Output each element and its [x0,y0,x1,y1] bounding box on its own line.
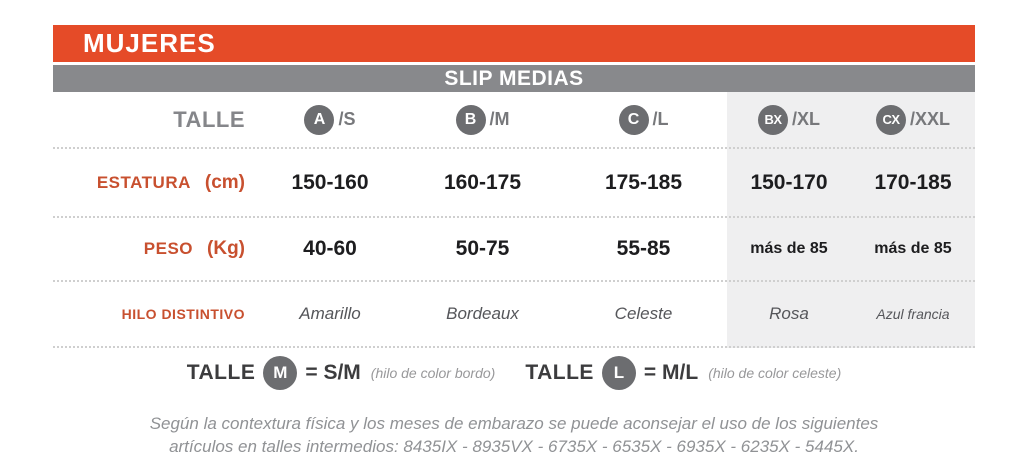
size-bx-suffix: /XL [791,109,820,129]
legend-m-note: (hilo de color bordo) [370,365,496,381]
size-c-suffix: /L [652,109,669,129]
size-a-circle-icon: A [304,105,334,135]
product-banner [53,65,975,92]
size-b-suffix: /M [489,109,510,129]
size-header-a [255,105,405,135]
size-header-b [405,105,560,135]
hilo-value-cx: Azul francia [876,306,950,322]
estatura-value-a: 150-160 [291,170,369,194]
legend-talle-l [525,356,841,390]
legend-l-equivalence: = M/L [643,361,699,384]
table-row-hilo [53,280,975,348]
footnote [53,412,975,458]
size-legend [53,348,975,398]
footnote-line-2: artículos en talles intermedios: 8435IX - 8935VX - 6735X - 6535X - 6935X - 6235X - 5445X. [169,437,859,456]
hilo-value-a: Amarillo [299,304,361,323]
hilo-value-c: Celeste [614,304,673,323]
size-cx-suffix: /XXL [909,109,950,129]
size-cx-circle-icon: CX [876,105,906,135]
peso-value-b: 50-75 [455,237,510,260]
women-banner [53,25,975,62]
peso-label-cell [53,238,255,260]
product-banner-title: SLIP MEDIAS [444,66,584,90]
size-header-bx [727,105,851,135]
corner-label: TALLE [173,106,245,132]
peso-value-cx: más de 85 [874,240,952,257]
legend-l-talle-label: TALLE [525,361,594,384]
hilo-label: HILO DISTINTIVO [121,306,245,322]
peso-unit: (Kg) [207,238,245,259]
size-chart-content [53,25,975,458]
estatura-unit: (cm) [204,171,245,193]
table-header-row [53,92,975,147]
women-banner-title: MUJERES [83,28,216,58]
estatura-value-c: 175-185 [604,170,683,194]
peso-value-bx: más de 85 [750,240,828,257]
legend-talle-m [187,356,496,390]
hilo-value-bx: Rosa [769,304,809,323]
size-m-circle-icon: M [263,356,297,390]
peso-value-c: 55-85 [616,237,671,260]
legend-l-note: (hilo de color celeste) [708,365,842,381]
footnote-line-1: Según la contextura física y los meses de embarazo se puede aconsejar el uso de los siguientes [149,414,879,433]
table-row-peso [53,216,975,280]
size-b-circle-icon: B [456,105,486,135]
peso-label: PESO [143,239,194,258]
estatura-label: ESTATURA [96,172,191,192]
estatura-label-cell [53,172,255,194]
hilo-value-b: Bordeaux [446,304,519,323]
estatura-value-cx: 170-185 [874,170,952,194]
legend-m-talle-label: TALLE [186,361,256,384]
table-corner-cell [53,107,255,133]
legend-m-equivalence: = S/M [305,361,361,384]
estatura-value-bx: 150-170 [750,170,828,194]
size-table [53,92,975,348]
size-c-circle-icon: C [619,105,649,135]
hilo-label-cell [53,306,255,322]
peso-value-a: 40-60 [303,237,357,260]
size-bx-circle-icon: BX [758,105,788,135]
size-l-circle-icon: L [602,356,636,390]
size-header-c [560,105,727,135]
estatura-value-b: 160-175 [443,170,522,194]
table-row-estatura [53,147,975,216]
size-header-cx [851,105,975,135]
size-a-suffix: /S [338,109,356,129]
